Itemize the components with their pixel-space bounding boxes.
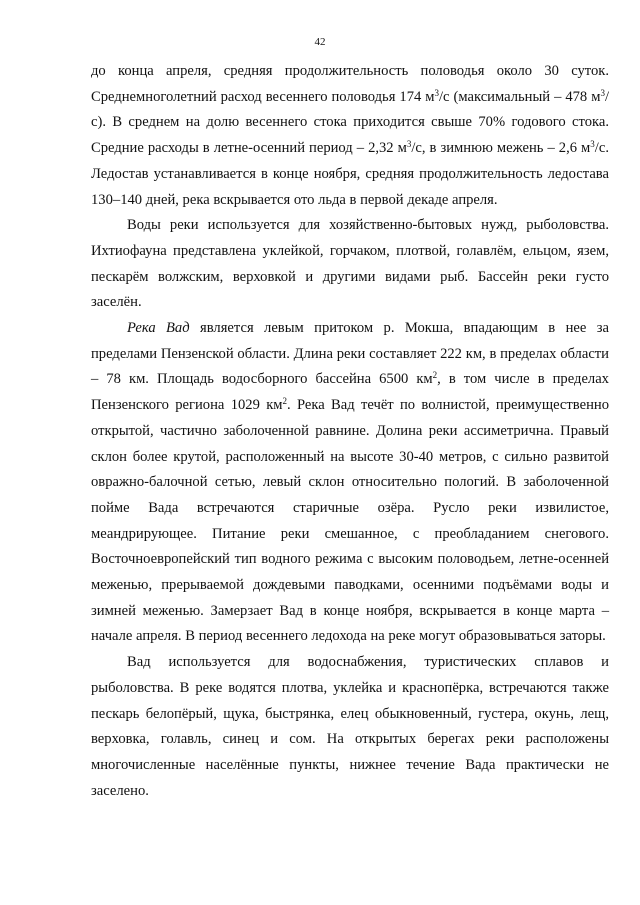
- paragraph-river-use: Воды реки используется для хозяйственно-бытовых нужд, рыболовства. Ихтиофауна представлена уклейкой, горчаком, плотвой, голавлём, ельцом, язем, пескарём волжским, верховкой и другими видами рыб. Бассейн реки густо заселён.: [91, 217, 609, 311]
- p3-text-2: , в том числе в пределах Пензенского региона 1029 км: [91, 371, 609, 414]
- p1-text-2: /с (максимальный – 478 м: [439, 88, 601, 105]
- p3-text-1: является левым притоком р. Мокша, впадающим в нее за пределами Пензенской области. Длина реки составляет 222 км, в пределах области – 78 км. Площадь водосборного бассейна 6500 км: [91, 320, 609, 388]
- page-number: 42: [314, 36, 326, 48]
- p1-text-3: /с). В среднем на долю весеннего стока приходится свыше 70% годового стока. Средние расходы в летне-осенний период – 2,32 м: [91, 88, 609, 157]
- superscript-cubic: 3: [590, 139, 595, 150]
- superscript-cubic: 3: [434, 87, 439, 98]
- p3-text-3: . Река Вад течёт по волнистой, преимущественно открытой, частично заболоченной равнине. Долина реки ассиметрична. Правый склон более крутой, расположенный на высоте 30-40 метров, с сильно развитой овражно-балочной сетью, левый склон относительно пологий. В заболоченной пойме Вада встречаются старичные озёра. Русло реки извилистое, меандрирующее. Питание реки смешанное, с преобладанием снегового. Восточноевропейский тип водного режима с высоким половодьем, летне-осенней меженью, прерываемой дождевыми паводками, осенними подъёмами воды и зимней меженью. Замерзает Вад в конце ноября, вскрывается в конце марта – начале апреля. В период весеннего ледохода на реке могут образовываться заторы.: [91, 397, 609, 645]
- paragraph-vad-river: [91, 316, 609, 650]
- p1-text-4: /с, в зимнюю межень – 2,6 м: [411, 140, 591, 157]
- superscript-cubic: 3: [406, 139, 412, 150]
- p1-text-5: /с. Ледостав устанавливается в конце ноября, средняя продолжительность ледостава 130–140 дней, река вскрывается ото льда в первой декаде апреля.: [91, 140, 609, 208]
- superscript-square: 2: [432, 370, 438, 381]
- paragraph-vad-use: Вад используется для водоснабжения, туристических сплавов и рыболовства. В реке водятся плотва, уклейка и краснопёрка, встречаются также пескарь белопёрый, щука, быстрянка, елец обыкновенный, густера, окунь, лещ, верховка, голавль, синец и сом. На открытых берегах реки расположены многочисленные населённые пункты, нижнее течение Вада практически не заселено.: [91, 654, 609, 799]
- paragraph-flood-discharge: [91, 59, 609, 213]
- superscript-square: 2: [282, 396, 288, 407]
- p1-text-1: до конца апреля, средняя продолжительность половодья около 30 суток. Среднемноголетний расход весеннего половодья 174 м: [91, 63, 609, 105]
- superscript-cubic: 3: [600, 87, 605, 98]
- body-text: [91, 59, 609, 804]
- river-title: Река Вад: [127, 320, 190, 337]
